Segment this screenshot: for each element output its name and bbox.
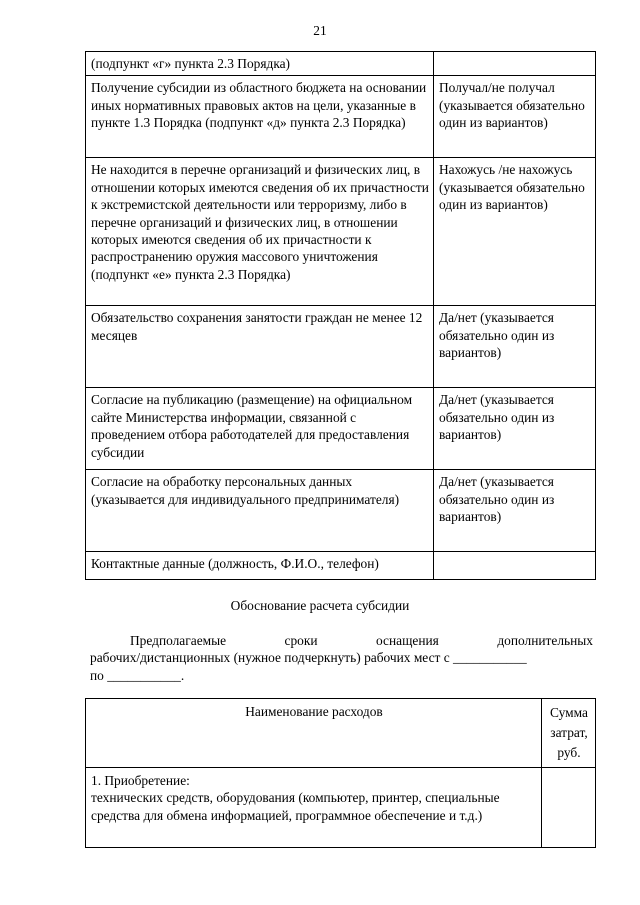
table-row: [86, 52, 596, 76]
paragraph-word: сроки: [284, 633, 318, 648]
answer-cell: Получал/не получал (указывается обязательно один из вариантов): [434, 76, 596, 158]
expenses-table: [85, 698, 596, 848]
expense-title: 1. Приобретение:: [91, 773, 190, 788]
table-row: [86, 388, 596, 470]
criterion-cell: Не находится в перечне организаций и физических лиц, в отношении которых имеются сведения об их причастности к экстремистской деятельности или терроризму, либо в перечне организаций и физических лиц, в отношении которых имеются сведения об их причастности к распространению оружия массового уничтожения (подпункт «е» пункта 2.3 Порядка): [86, 158, 434, 306]
table-row: [86, 552, 596, 580]
expense-sum-cell: [542, 768, 596, 848]
paragraph-line: [90, 632, 593, 649]
answer-cell: Да/нет (указывается обязательно один из вариантов): [434, 470, 596, 552]
paragraph-word: оснащения: [376, 633, 439, 648]
answer-cell: [434, 552, 596, 580]
answer-cell: Нахожусь /не нахожусь (указывается обязательно один из вариантов): [434, 158, 596, 306]
expense-sum-header: Сумма затрат, руб.: [542, 699, 596, 768]
answer-cell: Да/нет (указывается обязательно один из вариантов): [434, 388, 596, 470]
criterion-cell: Получение субсидии из областного бюджета на основании иных нормативных правовых актов на цели, указанные в пункте 1.3 Порядка (подпункт «д» пункта 2.3 Порядка): [86, 76, 434, 158]
criterion-cell: Контактные данные (должность, Ф.И.О., телефон): [86, 552, 434, 580]
table-row: [86, 470, 596, 552]
deadline-paragraph: [90, 632, 593, 684]
expense-name-header: Наименование расходов: [86, 699, 542, 768]
table-row: [86, 158, 596, 306]
expense-name-cell: [86, 768, 542, 848]
section-title: Обоснование расчета субсидии: [230, 598, 410, 613]
page-number: 21: [313, 23, 327, 38]
table-row: [86, 76, 596, 158]
criterion-cell: Обязательство сохранения занятости граждан не менее 12 месяцев: [86, 306, 434, 388]
paragraph-word: дополнительных: [497, 633, 593, 648]
criterion-cell: Согласие на обработку персональных данных (указывается для индивидуального предпринимателя): [86, 470, 434, 552]
paragraph-word: Предполагаемые: [130, 633, 227, 648]
table-row: [86, 768, 596, 848]
table-row: [86, 306, 596, 388]
paragraph-line: рабочих/дистанционных (нужное подчеркнуть) рабочих мест с ___________: [90, 650, 527, 666]
criterion-cell: Согласие на публикацию (размещение) на официальном сайте Министерства информации, связанной с проведением отбора работодателей для предоставления субсидии: [86, 388, 434, 470]
answer-cell: Да/нет (указывается обязательно один из вариантов): [434, 306, 596, 388]
table-header-row: [86, 699, 596, 768]
answer-cell: [434, 52, 596, 76]
eligibility-table: [85, 51, 596, 580]
expense-description: технических средств, оборудования (компьютер, принтер, специальные средства для обмена информацией, программное обеспечение и т.д.): [91, 790, 500, 823]
paragraph-line: по ___________.: [90, 667, 185, 683]
criterion-cell: (подпункт «г» пункта 2.3 Порядка): [86, 52, 434, 76]
